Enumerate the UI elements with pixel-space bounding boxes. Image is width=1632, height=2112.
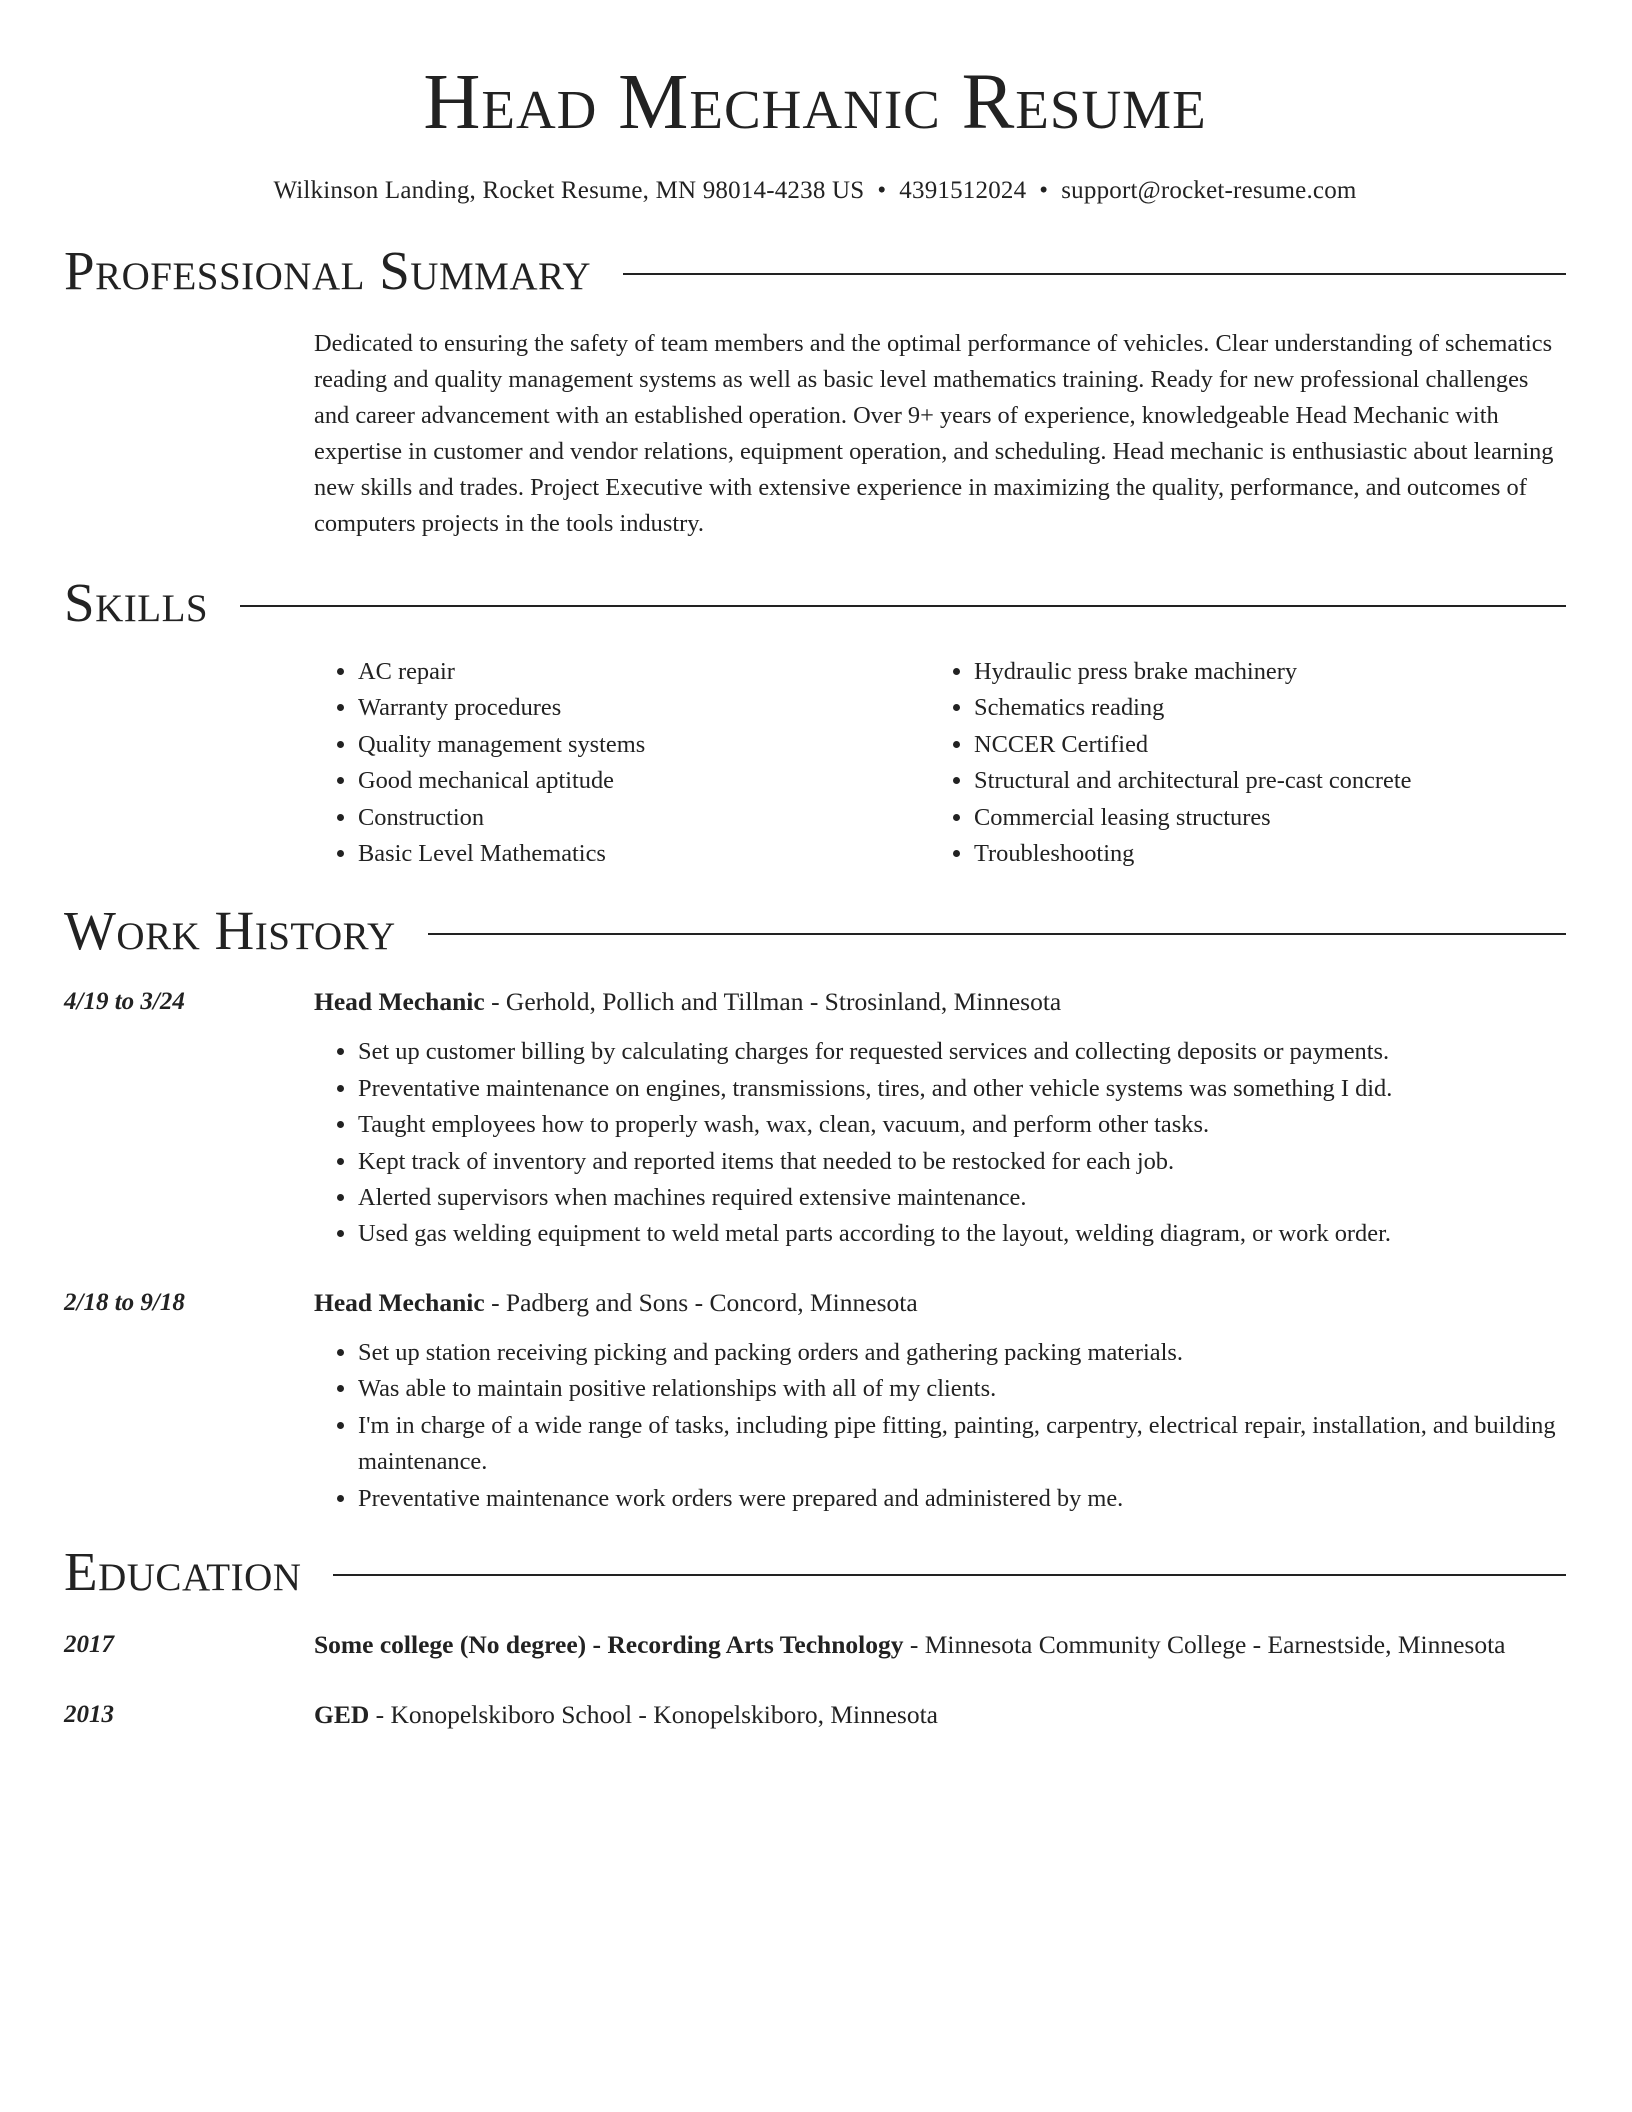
section-header-education <box>64 1539 1566 1605</box>
skill-item: • Warranty procedures <box>358 690 930 726</box>
job-bullet: • Was able to maintain positive relationships with all of my clients. <box>358 1371 1566 1407</box>
job-entry <box>64 1285 1566 1517</box>
job-bullet: • I'm in charge of a wide range of tasks, including pipe fitting, painting, carpentry, electrical repair, installation, and building maintenance. <box>358 1408 1566 1481</box>
section-divider <box>428 933 1566 935</box>
job-dates: 4/19 to 3/24 <box>64 988 185 1016</box>
contact-line <box>64 174 1566 208</box>
education-details: - Konopelskiboro School - Konopelskiboro, Minnesota <box>369 1699 938 1729</box>
section-header-work <box>64 898 1566 964</box>
job-title-line <box>314 984 1566 1020</box>
resume-title: Head Mechanic Resume <box>423 59 1207 146</box>
education-year: 2017 <box>64 1630 114 1658</box>
skill-item: • Commercial leasing structures <box>974 800 1411 836</box>
section-title-work: Work History <box>64 900 396 962</box>
job-bullets-row <box>64 1321 1566 1517</box>
job-header-row <box>64 1285 1566 1321</box>
skill-item: • Good mechanical aptitude <box>358 763 930 799</box>
education-year: 2013 <box>64 1700 114 1728</box>
job-bullets-container <box>314 1321 1566 1517</box>
job-bullet: • Preventative maintenance on engines, transmissions, tires, and other vehicle systems was something I did. <box>358 1071 1566 1107</box>
job-dates: 2/18 to 9/18 <box>64 1288 185 1316</box>
contact-separator: • <box>1039 177 1049 204</box>
skills-list-right <box>930 654 1411 872</box>
skill-item: • Troubleshooting <box>974 836 1411 872</box>
job-bullet: • Kept track of inventory and reported items that needed to be restocked for each job. <box>358 1144 1566 1180</box>
section-divider <box>623 273 1566 275</box>
summary-text: Dedicated to ensuring the safety of team members and the optimal performance of vehicles. Clear understanding of schematics reading and quality management systems as well as basic level mathematics training. Ready for new professional challenges and career advancement with an established operation. Over 9+ years of experience, knowledgeable Head Mechanic with expertise in customer and vendor relations, equipment operation, and scheduling. Head mechanic is enthusiastic about learning new skills and trades. Project Executive with extensive experience in maximizing the quality, performance, and outcomes of computers projects in the tools industry. <box>314 330 1554 537</box>
job-title-line <box>314 1285 1566 1321</box>
education-entry <box>64 1697 1566 1733</box>
skill-item: • Quality management systems <box>358 727 930 763</box>
summary-row <box>64 326 1566 542</box>
education-line <box>314 1627 1566 1663</box>
section-title-summary: Professional Summary <box>64 240 592 301</box>
section-header-skills <box>64 570 1566 636</box>
skill-item: • AC repair <box>358 654 930 690</box>
education-degree: GED <box>314 1699 370 1729</box>
job-bullets-row <box>64 1020 1566 1252</box>
education-entry <box>64 1627 1566 1663</box>
job-details: - Padberg and Sons - Concord, Minnesota <box>484 1287 918 1317</box>
education-degree: Some college (No degree) - Recording Arts Technology <box>314 1629 904 1659</box>
job-bullet-list <box>314 1335 1566 1517</box>
section-divider <box>240 605 1566 607</box>
job-bullet: • Alerted supervisors when machines required extensive maintenance. <box>358 1180 1566 1216</box>
education-line <box>314 1697 1566 1733</box>
skills-columns <box>314 654 1566 872</box>
skills-row <box>64 636 1566 872</box>
section-title-education: Education <box>64 1540 302 1602</box>
skill-item: • Construction <box>358 800 930 836</box>
job-left-spacer <box>64 1020 314 1252</box>
section-title-skills: Skills <box>64 572 209 633</box>
job-header-row <box>64 984 1566 1020</box>
job-bullet: • Preventative maintenance work orders were prepared and administered by me. <box>358 1481 1566 1517</box>
contact-phone: 4391512024 <box>899 177 1027 204</box>
job-title: Head Mechanic <box>314 1287 485 1317</box>
resume-page <box>64 0 1566 1733</box>
contact-separator: • <box>877 177 887 204</box>
summary-left-spacer <box>64 326 314 542</box>
job-bullet: • Set up customer billing by calculating charges for requested services and collecting deposits or payments. <box>358 1034 1566 1070</box>
section-header-summary <box>64 238 1566 304</box>
section-divider <box>333 1574 1566 1576</box>
job-title: Head Mechanic <box>314 987 485 1017</box>
job-entry <box>64 984 1566 1252</box>
skills-left-spacer <box>64 636 314 872</box>
skills-list-left <box>314 654 930 872</box>
job-bullet-list <box>314 1034 1566 1252</box>
job-bullet: • Used gas welding equipment to weld metal parts according to the layout, welding diagram, or work order. <box>358 1216 1566 1252</box>
job-left-spacer <box>64 1321 314 1517</box>
skill-item: • Basic Level Mathematics <box>358 836 930 872</box>
skill-item: • Schematics reading <box>974 690 1411 726</box>
job-bullet: • Set up station receiving picking and packing orders and gathering packing materials. <box>358 1335 1566 1371</box>
skill-item: • Hydraulic press brake machinery <box>974 654 1411 690</box>
skill-item: • NCCER Certified <box>974 727 1411 763</box>
skill-item: • Structural and architectural pre-cast concrete <box>974 763 1411 799</box>
job-bullet: • Taught employees how to properly wash, wax, clean, vacuum, and perform other tasks. <box>358 1107 1566 1143</box>
job-details: - Gerhold, Pollich and Tillman - Strosinland, Minnesota <box>484 987 1062 1017</box>
education-details: - Minnesota Community College - Earnestside, Minnesota <box>903 1629 1506 1659</box>
contact-email: support@rocket-resume.com <box>1061 177 1357 204</box>
job-bullets-container <box>314 1020 1566 1252</box>
contact-address: Wilkinson Landing, Rocket Resume, MN 98014-4238 US <box>273 177 865 204</box>
